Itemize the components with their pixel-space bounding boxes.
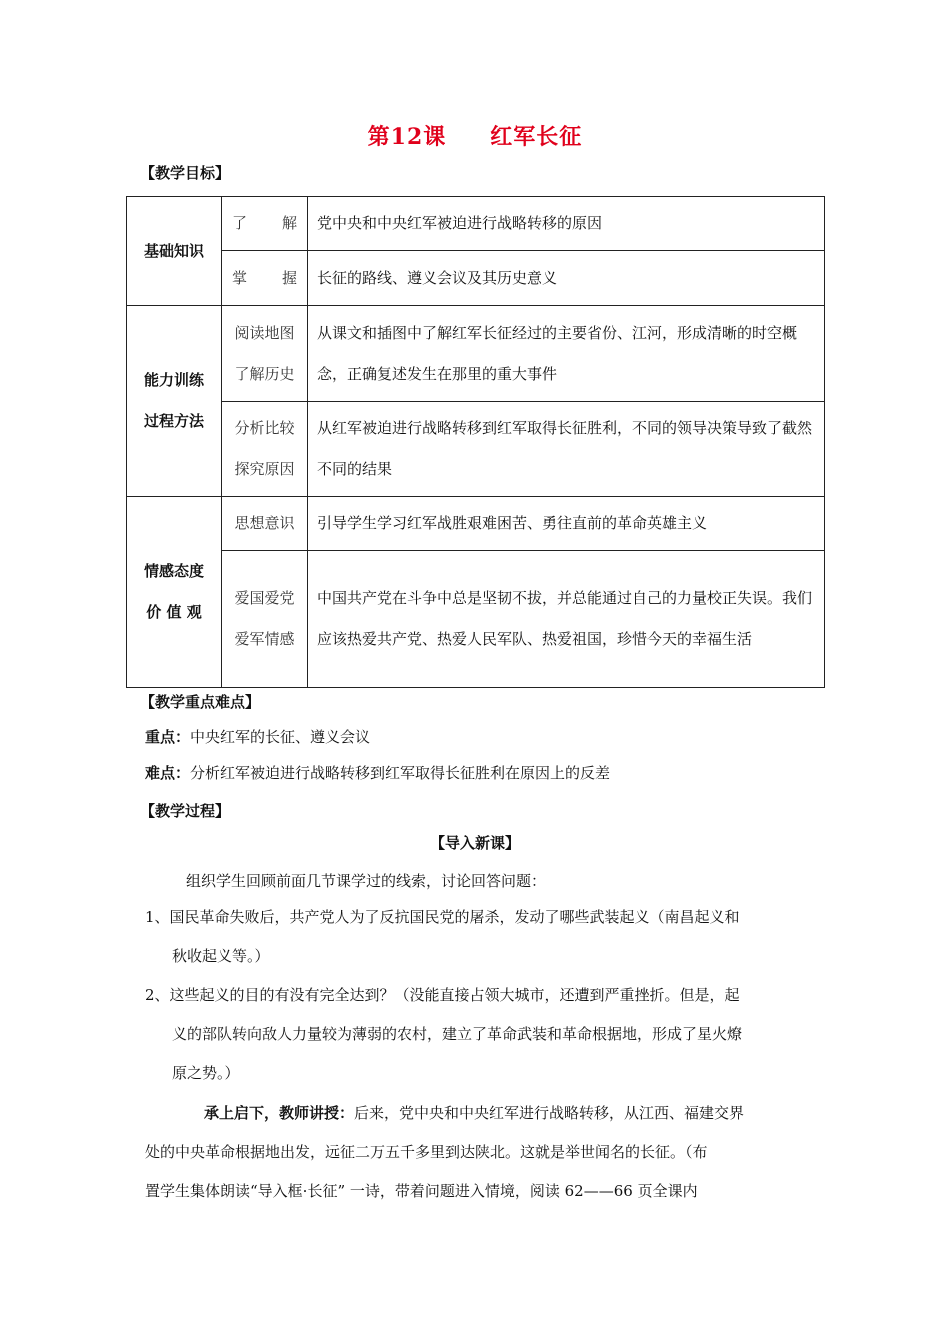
subcategory-label-line: 思想意识 bbox=[234, 514, 295, 532]
objective-category bbox=[127, 197, 222, 306]
objectives-heading: 【教学目标】 bbox=[140, 164, 231, 182]
teacher-line-3: 置学生集体朗读“导入框·长征” 一诗，带着问题进入情境，阅读 62——66 页全课内 bbox=[145, 1182, 698, 1200]
objective-description: 引导学生学习红军战胜艰难困苦、勇往直前的革命英雄主义 bbox=[308, 497, 825, 551]
subcategory-label-line: 爱军情感 bbox=[234, 630, 295, 648]
subcategory-char: 掌 bbox=[232, 268, 248, 287]
subcategory-label-line: 分析比较 bbox=[234, 419, 295, 437]
teacher-text-1: 后来，党中央和中央红军进行战略转移，从江西、福建交界 bbox=[354, 1104, 745, 1122]
question-1-line-1: 1、国民革命失败后，共产党人为了反抗国民党的屠杀，发动了哪些武装起义（南昌起义和 bbox=[145, 908, 740, 926]
subcategory-char: 握 bbox=[281, 268, 297, 287]
subcategory-label-line: 探究原因 bbox=[234, 460, 295, 478]
question-2-line-3: 原之势。） bbox=[172, 1064, 240, 1082]
objective-subcategory bbox=[222, 306, 308, 402]
objective-description: 党中央和中央红军被迫进行战略转移的原因 bbox=[308, 197, 825, 251]
focus-label: 重点： bbox=[145, 728, 191, 746]
category-label-line: 基础知识 bbox=[143, 241, 204, 260]
focus-line bbox=[145, 718, 370, 757]
category-label-line: 能力训练 bbox=[143, 371, 204, 389]
objective-category bbox=[127, 497, 222, 688]
objectives-row bbox=[127, 306, 825, 402]
objective-subcategory bbox=[222, 251, 308, 306]
objective-category bbox=[127, 306, 222, 497]
category-label-line: 价 值 观 bbox=[146, 603, 202, 621]
question-2-line-2: 义的部队转向敌人力量较为薄弱的农村，建立了革命武装和革命根据地，形成了星火燎 bbox=[172, 1025, 743, 1043]
objective-description: 中国共产党在斗争中总是坚韧不拔，并总能通过自己的力量校正失误。我们应该热爱共产党、热爱人民军队、热爱祖国，珍惜今天的幸福生活 bbox=[308, 551, 825, 688]
lesson-number: 第12课 bbox=[367, 124, 447, 150]
objectives-row bbox=[127, 251, 825, 306]
objective-description: 从红军被迫进行战略转移到红军取得长征胜利，不同的领导决策导致了截然不同的结果 bbox=[308, 402, 825, 497]
subcategory-char: 解 bbox=[281, 214, 297, 232]
difficulty-line bbox=[145, 754, 610, 793]
objective-subcategory bbox=[222, 402, 308, 497]
focus-text: 中央红军的长征、遵义会议 bbox=[190, 728, 371, 746]
objective-description: 长征的路线、遵义会议及其历史意义 bbox=[308, 251, 825, 306]
objective-subcategory bbox=[222, 497, 308, 551]
objectives-row bbox=[127, 197, 825, 251]
objective-subcategory bbox=[222, 197, 308, 251]
key-points-heading: 【教学重点难点】 bbox=[140, 693, 261, 711]
lesson-title bbox=[0, 120, 950, 151]
objective-description: 从课文和插图中了解红军长征经过的主要省份、江河，形成清晰的时空概念，正确复述发生在那里的重大事件 bbox=[308, 306, 825, 402]
process-heading: 【教学过程】 bbox=[140, 802, 231, 820]
subcategory-label-line: 阅读地图 bbox=[234, 323, 295, 342]
lesson-name: 红军长征 bbox=[490, 124, 583, 150]
category-label-line: 过程方法 bbox=[143, 412, 204, 430]
category-label-line: 情感态度 bbox=[143, 562, 204, 580]
objectives-row bbox=[127, 551, 825, 688]
question-1-line-2: 秋收起义等。） bbox=[172, 947, 270, 965]
intro-paragraph: 组织学生回顾前面几节课学过的线索，讨论回答问题： bbox=[186, 872, 547, 890]
subcategory-label-line: 了解历史 bbox=[234, 364, 295, 383]
teacher-label: 承上启下，教师讲授： bbox=[204, 1104, 355, 1122]
difficulty-label: 难点： bbox=[145, 764, 191, 782]
objectives-table bbox=[126, 196, 825, 688]
objectives-row bbox=[127, 497, 825, 551]
teacher-line-2: 处的中央革命根据地出发，远征二万五千多里到达陕北。这就是举世闻名的长征。（布 bbox=[145, 1143, 708, 1161]
subcategory-char: 了 bbox=[232, 214, 248, 232]
intro-heading: 【导入新课】 bbox=[429, 834, 520, 852]
difficulty-text: 分析红军被迫进行战略转移到红军取得长征胜利在原因上的反差 bbox=[190, 764, 611, 782]
teacher-line-1 bbox=[204, 1094, 744, 1133]
question-2-line-1: 2、这些起义的目的有没有完全达到？（没能直接占领大城市，还遭到严重挫折。但是，起 bbox=[145, 986, 740, 1004]
subcategory-label-line: 爱国爱党 bbox=[234, 589, 295, 607]
objective-subcategory bbox=[222, 551, 308, 688]
objectives-row bbox=[127, 402, 825, 497]
objectives-table-body bbox=[127, 197, 825, 688]
